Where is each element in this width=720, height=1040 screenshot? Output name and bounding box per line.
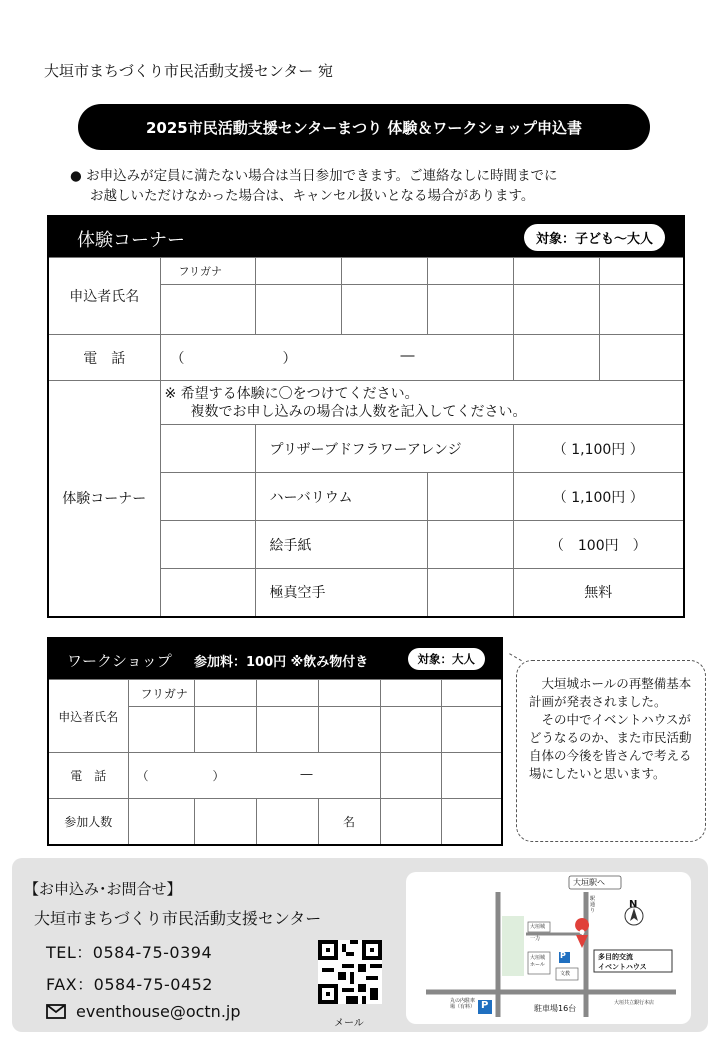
taiken-select-cell[interactable] <box>160 521 255 569</box>
map-target-line-1: 多目的交流 <box>598 953 633 961</box>
blank-cell <box>380 799 441 845</box>
name-cell[interactable] <box>341 285 427 335</box>
taiken-title: 体験コーナー <box>77 230 185 251</box>
taiken-item-price: （ 1,100円 ） <box>513 425 684 473</box>
furigana-cell[interactable] <box>256 680 318 707</box>
blank-cell <box>427 521 513 569</box>
workshop-phone-field[interactable] <box>128 753 380 799</box>
map-castle: 大垣城 <box>530 924 546 930</box>
taiken-select-cell[interactable] <box>160 425 255 473</box>
phone-open-paren: （ <box>170 351 185 367</box>
taiken-select-cell[interactable] <box>160 569 255 617</box>
map-station: 大垣駅へ <box>573 878 605 887</box>
contact-fax: FAX：0584-75-0452 <box>46 975 213 994</box>
taiken-item-price: （ 100円 ） <box>513 521 684 569</box>
workshop-count-label: 参加人数 <box>48 799 128 845</box>
map-bank: 大垣共立銀行本店 <box>614 1000 655 1006</box>
blank-cell <box>427 473 513 521</box>
workshop-table <box>47 637 503 846</box>
name-cell[interactable] <box>318 707 380 753</box>
furigana-cell[interactable] <box>427 258 513 285</box>
taiken-note-1: ※ 希望する体験に〇をつけてください。 <box>164 385 419 402</box>
bubble-paragraph-1: 大垣城ホールの再整備基本計画が発表されました。 <box>529 676 692 709</box>
map-eki-street: 駅通り <box>590 896 596 914</box>
workshop-fee: 参加料：100円 ※飲み物付き <box>194 655 369 670</box>
furigana-cell[interactable] <box>441 680 502 707</box>
taiken-target-badge: 対象：子ども～大人 <box>524 224 665 251</box>
phone-close-paren: ） <box>282 351 297 367</box>
furigana-cell[interactable] <box>194 680 256 707</box>
contact-heading: 【お申込み･お問合せ】 <box>24 880 182 898</box>
map-parking-icon: P <box>481 1000 489 1011</box>
map-castle-hall: 大垣城ホール <box>530 955 546 968</box>
taiken-table <box>47 215 685 618</box>
furigana-cell[interactable] <box>513 258 599 285</box>
name-cell[interactable] <box>441 707 502 753</box>
count-cell[interactable] <box>194 799 256 845</box>
phone-dash: ― <box>400 348 415 364</box>
furigana-cell[interactable] <box>318 680 380 707</box>
map-parking-label: 駐車場16台 <box>534 1004 577 1013</box>
taiken-phone-field[interactable] <box>160 335 513 381</box>
name-cell[interactable] <box>380 707 441 753</box>
workshop-title: ワークショップ <box>67 652 172 670</box>
taiken-furigana-label: フリガナ <box>160 258 255 285</box>
form-title-text: 2025市民活動支援センターまつり 体験＆ワークショップ申込書 <box>145 118 583 137</box>
map-parking-left: 丸の内駐車場（有料） <box>450 998 476 1010</box>
workshop-phone-label: 電 話 <box>48 753 128 799</box>
name-cell[interactable] <box>427 285 513 335</box>
taiken-item-price: 無料 <box>513 569 684 617</box>
map-parking-icon: P <box>560 951 566 960</box>
envelope-icon <box>46 1004 66 1019</box>
phone-dash: ― <box>300 767 313 781</box>
count-cell[interactable] <box>128 799 194 845</box>
map-bunkyo: 文教 <box>560 971 571 977</box>
phone-close-paren: ） <box>212 769 225 783</box>
furigana-cell[interactable] <box>380 680 441 707</box>
access-map <box>406 872 691 1024</box>
taiken-item-name: 極真空手 <box>255 569 427 617</box>
contact-tel[interactable]: TEL：0584-75-0394 <box>46 943 213 962</box>
taiken-item-name: プリザーブドフラワーアレンジ <box>255 425 513 473</box>
speech-bubble <box>516 660 706 842</box>
taiken-note-2: 複数でお申し込みの場合は人数を記入してください。 <box>190 403 527 420</box>
form-title <box>78 104 650 150</box>
map-north-label: N <box>629 899 638 910</box>
name-cell[interactable] <box>160 285 255 335</box>
workshop-header <box>48 638 502 680</box>
bullet-icon: ● <box>70 168 82 184</box>
blank-cell <box>441 799 502 845</box>
notice-line-1: お申込みが定員に満たない場合は当日参加できます。ご連絡なしに時間までに <box>86 168 558 184</box>
taiken-name-label: 申込者氏名 <box>48 258 160 335</box>
blank-cell <box>427 569 513 617</box>
taiken-item-price: （ 1,100円 ） <box>513 473 684 521</box>
phone-cell[interactable] <box>380 753 441 799</box>
qr-code-image <box>318 940 382 1004</box>
name-cell[interactable] <box>128 707 194 753</box>
phone-open-paren: （ <box>136 769 149 783</box>
workshop-furigana-label: フリガナ <box>128 680 194 707</box>
addressee: 大垣市まちづくり市民活動支援センター 宛 <box>44 62 334 80</box>
name-cell[interactable] <box>599 285 684 335</box>
map-ichiba: 一力 <box>530 936 541 942</box>
count-cell[interactable] <box>256 799 318 845</box>
contact-email[interactable]: eventhouse@octn.jp <box>76 1002 241 1021</box>
workshop-name-label: 申込者氏名 <box>48 680 128 753</box>
qr-label: メール <box>334 1018 364 1029</box>
phone-cell[interactable] <box>513 335 599 381</box>
taiken-header <box>48 216 684 258</box>
workshop-count-unit: 名 <box>318 799 380 845</box>
taiken-item-name: ハーバリウム <box>255 473 427 521</box>
contact-org: 大垣市まちづくり市民活動支援センター <box>34 909 322 928</box>
furigana-cell[interactable] <box>341 258 427 285</box>
name-cell[interactable] <box>255 285 341 335</box>
taiken-item-name: 絵手紙 <box>255 521 427 569</box>
contact-email-row <box>46 1002 241 1021</box>
notice-line-2: お越しいただけなかった場合は、キャンセル扱いとなる場合があります。 <box>90 188 535 204</box>
workshop-target-badge: 対象：大人 <box>408 648 486 670</box>
furigana-cell[interactable] <box>255 258 341 285</box>
map-target-line-2: イベントハウス <box>598 963 647 971</box>
phone-cell[interactable] <box>441 753 502 799</box>
taiken-corner-label: 体験コーナー <box>48 381 160 617</box>
bubble-paragraph-2: その中でイベントハウスがどうなるのか、また市民活動自体の今後を皆さんで考える場にしたいと思います。 <box>529 712 692 781</box>
name-cell[interactable] <box>194 707 256 753</box>
furigana-cell[interactable] <box>599 258 684 285</box>
taiken-select-cell[interactable] <box>160 473 255 521</box>
name-cell[interactable] <box>256 707 318 753</box>
taiken-note <box>160 381 684 425</box>
notice <box>70 166 558 206</box>
qr-code[interactable] <box>318 940 382 1004</box>
name-cell[interactable] <box>513 285 599 335</box>
phone-cell[interactable] <box>599 335 684 381</box>
taiken-phone-label: 電 話 <box>48 335 160 381</box>
